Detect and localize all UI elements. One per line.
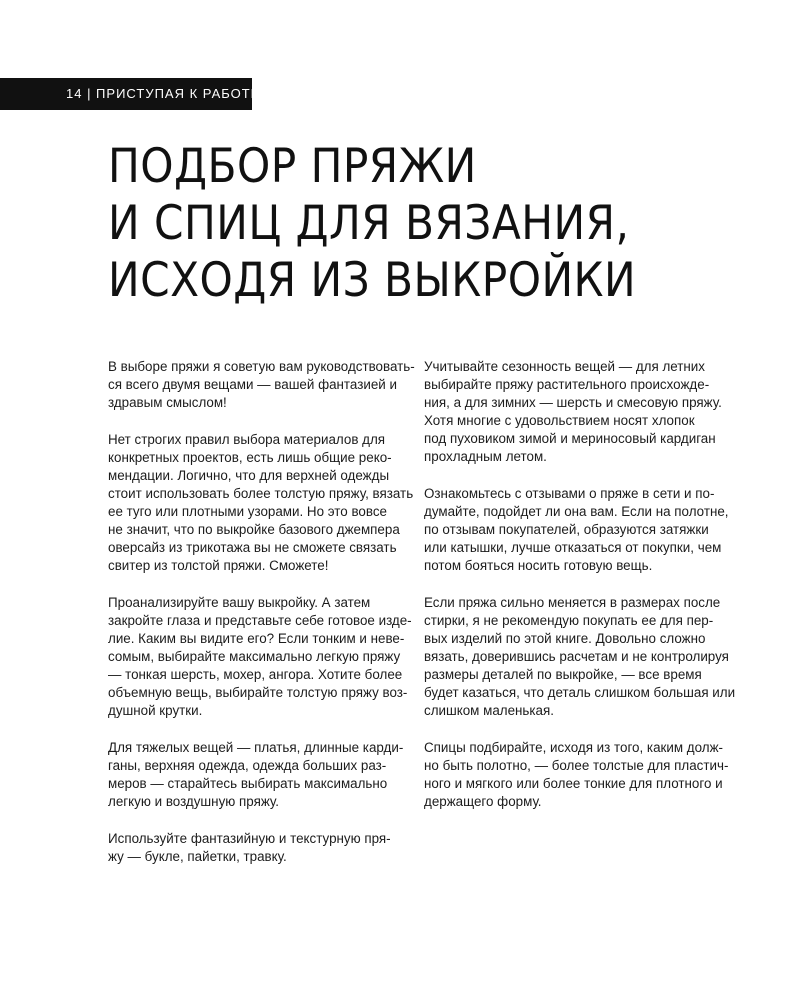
paragraph-line: Учитывайте сезонность вещей — для летних	[424, 359, 705, 374]
paragraph-line: лие. Каким вы видите его? Если тонким и неве-	[108, 631, 405, 646]
paragraph-line: закройте глаза и представьте себе готовое изде-	[108, 613, 412, 628]
paragraph-line: стоит использовать более толстую пряжу, вязать	[108, 486, 414, 501]
paragraph-line: меров — старайтесь выбирать максимально	[108, 776, 388, 791]
paragraph-line: оверсайз из трикотажа вы не сможете связать	[108, 540, 397, 555]
paragraph-line: В выборе пряжи я советую вам руководствовать-	[108, 359, 415, 374]
paragraph-line: сомым, выбирайте максимально легкую пряжу	[108, 649, 401, 664]
paragraph-line: конкретных проектов, есть лишь общие реко-	[108, 450, 392, 465]
paragraph-line: будет казаться, что деталь слишком большая или	[424, 685, 736, 700]
paragraph	[424, 594, 736, 720]
paragraph-line: стирки, я не рекомендую покупать ее для пер-	[424, 613, 714, 628]
paragraph-line: Нет строгих правил выбора материалов для	[108, 432, 386, 447]
paragraph-line: ганы, верхняя одежда, одежда больших раз-	[108, 758, 387, 773]
paragraph-line: Хотя многие с удовольствием носят хлопок	[424, 413, 695, 428]
paragraph-line: мендации. Логично, что для верхней одежды	[108, 468, 390, 483]
paragraph	[108, 739, 404, 811]
paragraph	[108, 358, 415, 412]
paragraph-line: ся всего двумя вещами — вашей фантазией и	[108, 377, 397, 392]
paragraph-line: вых изделий по этой книге. Довольно сложно	[424, 631, 706, 646]
title-line: И СПИЦ ДЛЯ ВЯЗАНИЯ,	[108, 196, 630, 251]
paragraph-line: — тонкая шерсть, мохер, ангора. Хотите более	[108, 667, 403, 682]
title-line: ИСХОДЯ ИЗ ВЫКРОЙКИ	[108, 253, 637, 308]
left-text-column	[108, 358, 415, 885]
paragraph-line: размеры деталей по выкройке, — все время	[424, 667, 702, 682]
paragraph-line: Ознакомьтесь с отзывами о пряже в сети и по-	[424, 486, 715, 501]
paragraph	[424, 739, 729, 811]
paragraph-line: ного и мягкого или более тонкие для плотного и	[424, 776, 723, 791]
section-header-label: 14 | ПРИСТУПАЯ К РАБОТЕ	[66, 86, 261, 101]
paragraph	[108, 830, 398, 866]
paragraph-line: но быть полотно, — более толстые для пластич-	[424, 758, 729, 773]
paragraph	[108, 431, 414, 575]
paragraph-line: ее туго или плотными узорами. Но это вовсе	[108, 504, 387, 519]
paragraph-line: держащего форму.	[424, 794, 542, 809]
paragraph-line: не значит, что по выкройке базового джемпера	[108, 522, 400, 537]
paragraph-line: легкую и воздушную пряжу.	[108, 794, 280, 809]
paragraph-line: слишком маленькая.	[424, 703, 554, 718]
paragraph-line: Проанализируйте вашу выкройку. А затем	[108, 595, 371, 610]
paragraph-line: объемную вещь, выбирайте толстую пряжу воз-	[108, 685, 408, 700]
paragraph-line: здравым смыслом!	[108, 395, 227, 410]
paragraph-line: или катышки, лучше отказаться от покупки, чем	[424, 540, 722, 555]
paragraph	[424, 485, 729, 575]
paragraph-line: выбирайте пряжу растительного происхожде-	[424, 377, 710, 392]
paragraph-line: под пуховиком зимой и мериносовый кардиган	[424, 431, 716, 446]
paragraph-line: по отзывам покупателей, образуются затяжки	[424, 522, 709, 537]
paragraph-line: душной крутки.	[108, 703, 203, 718]
paragraph-line: прохладным летом.	[424, 449, 547, 464]
paragraph	[424, 358, 722, 466]
paragraph-line: свитер из толстой пряжи. Сможете!	[108, 558, 329, 573]
paragraph-line: жу — букле, пайетки, травку.	[108, 849, 287, 864]
paragraph-line: потом бояться носить готовую вещь.	[424, 558, 653, 573]
paragraph	[108, 594, 412, 720]
page-title	[108, 138, 684, 309]
paragraph-line: Если пряжа сильно меняется в размерах после	[424, 595, 721, 610]
paragraph-line: вязать, доверившись расчетам и не контролируя	[424, 649, 729, 664]
title-line: ПОДБОР ПРЯЖИ	[108, 139, 477, 194]
paragraph-line: ния, а для зимних — шерсть и смесовую пряжу.	[424, 395, 722, 410]
paragraph-line: Используйте фантазийную и текстурную пря-	[108, 831, 391, 846]
paragraph-line: Спицы подбирайте, исходя из того, каким долж-	[424, 740, 723, 755]
right-text-column	[424, 358, 736, 830]
paragraph-line: Для тяжелых вещей — платья, длинные карди-	[108, 740, 404, 755]
section-header	[0, 78, 261, 110]
paragraph-line: думайте, подойдет ли она вам. Если на полотне,	[424, 504, 729, 519]
